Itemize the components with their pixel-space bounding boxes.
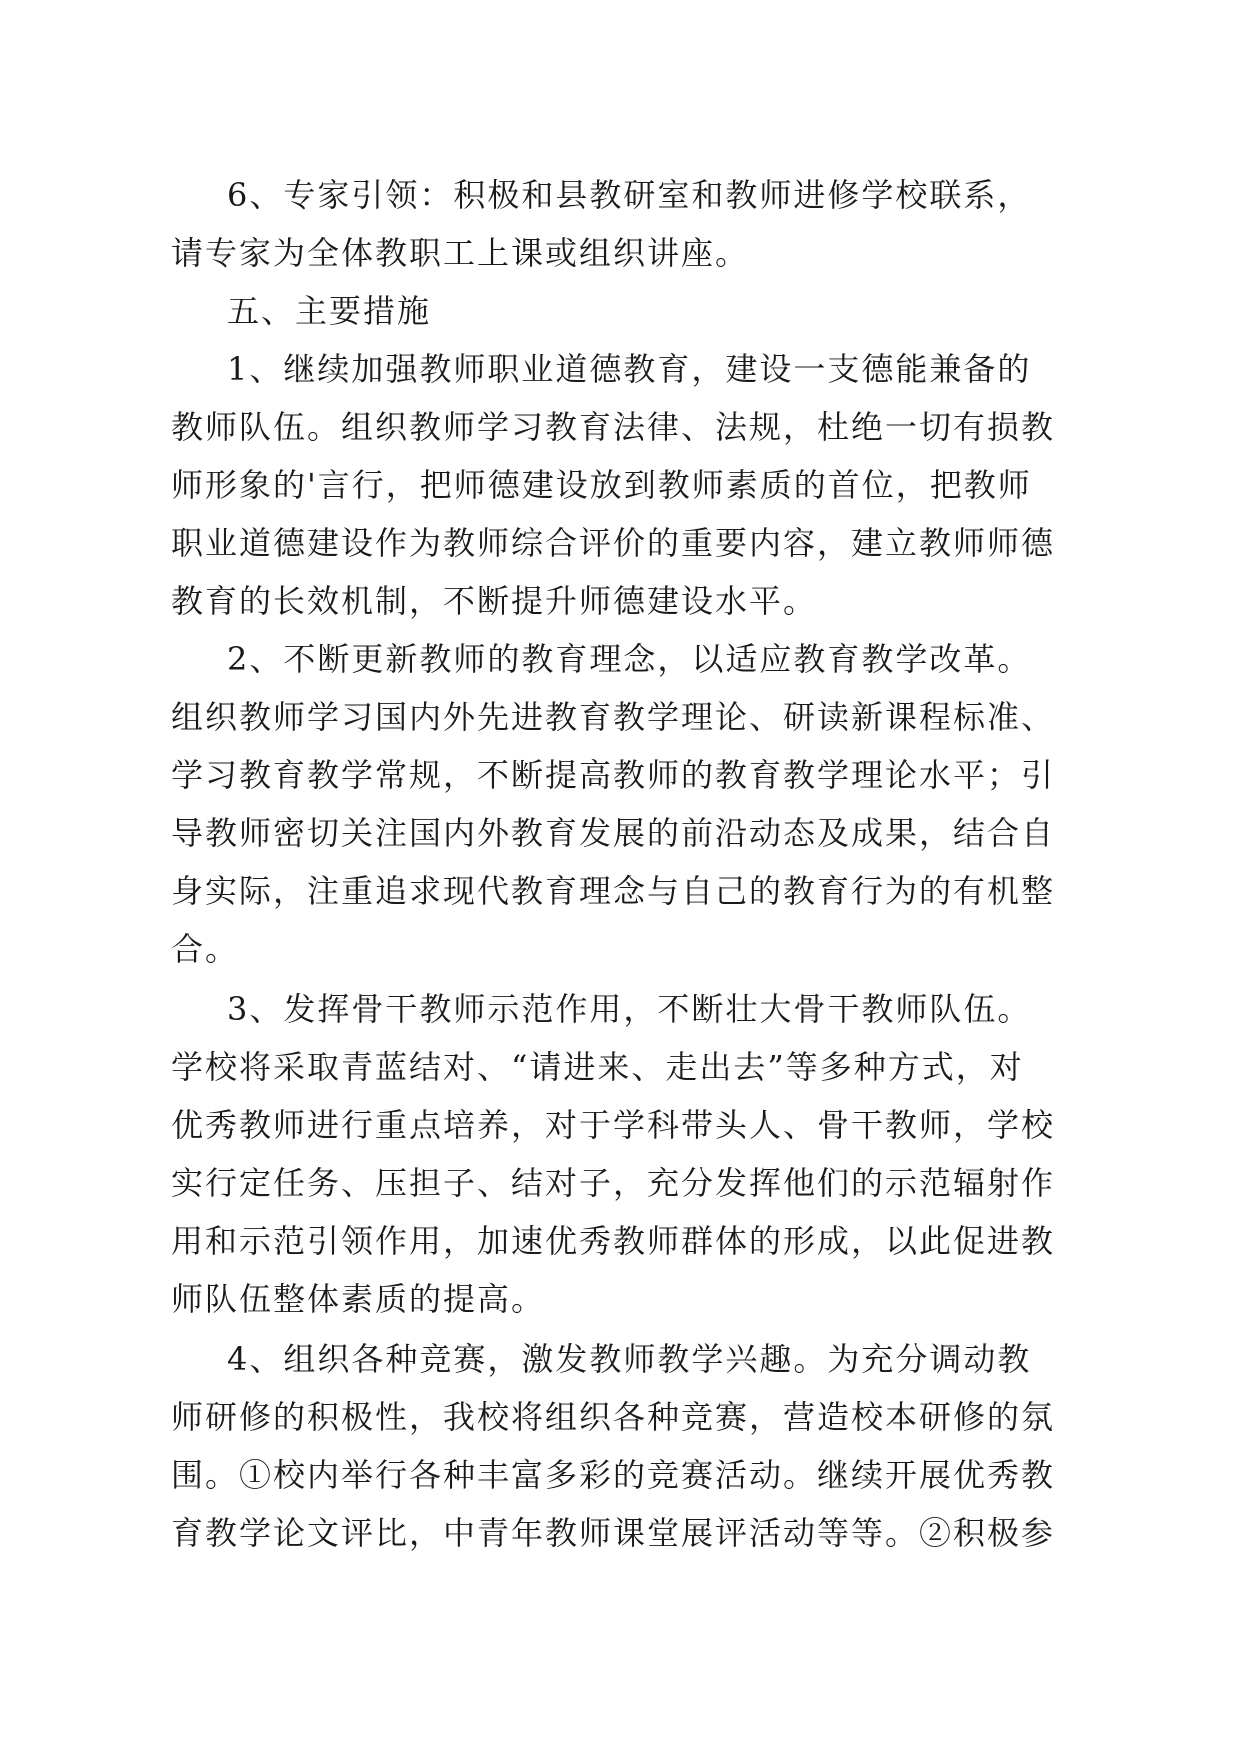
paragraph-line: 实行定任务、压担子、结对子，充分发挥他们的示范辐射作 xyxy=(171,1164,1056,1202)
paragraph-line: 6、专家引领：积极和县教研室和教师进修学校联系， xyxy=(227,176,1032,214)
paragraph-line: 合。 xyxy=(171,930,240,968)
paragraph-line: 职业道德建设作为教师综合评价的重要内容，建立教师师德 xyxy=(171,524,1056,562)
section-heading: 五、主要措施 xyxy=(227,292,432,330)
paragraph-line: 教育的长效机制，不断提升师德建设水平。 xyxy=(171,582,818,620)
paragraph-line: 3、发挥骨干教师示范作用，不断壮大骨干教师队伍。 xyxy=(227,990,1032,1028)
paragraph-line: 师形象的'言行，把师德建设放到教师素质的首位，把教师 xyxy=(171,466,1032,504)
paragraph-line: 2、不断更新教师的教育理念，以适应教育教学改革。 xyxy=(227,640,1032,678)
paragraph-line: 用和示范引领作用，加速优秀教师群体的形成，以此促进教 xyxy=(171,1222,1056,1260)
paragraph-line: 优秀教师进行重点培养，对于学科带头人、骨干教师，学校 xyxy=(171,1106,1056,1144)
paragraph-line: 请专家为全体教职工上课或组织讲座。 xyxy=(171,234,750,272)
paragraph-line: 导教师密切关注国内外教育发展的前沿动态及成果，结合自 xyxy=(171,814,1056,852)
paragraph-line: 育教学论文评比，中青年教师课堂展评活动等等。②积极参 xyxy=(171,1514,1056,1552)
paragraph-line: 1、继续加强教师职业道德教育，建设一支德能兼备的 xyxy=(227,350,1032,388)
paragraph-line: 身实际，注重追求现代教育理念与自己的教育行为的有机整 xyxy=(171,872,1056,910)
paragraph-line: 围。①校内举行各种丰富多彩的竞赛活动。继续开展优秀教 xyxy=(171,1456,1056,1494)
paragraph-line: 师队伍整体素质的提高。 xyxy=(171,1280,546,1318)
paragraph-line: 组织教师学习国内外先进教育教学理论、研读新课程标准、 xyxy=(171,698,1056,736)
paragraph-line: 师研修的积极性，我校将组织各种竞赛，营造校本研修的氛 xyxy=(171,1398,1056,1436)
paragraph-line: 4、组织各种竞赛，激发教师教学兴趣。为充分调动教 xyxy=(227,1340,1032,1378)
paragraph-line: 教师队伍。组织教师学习教育法律、法规，杜绝一切有损教 xyxy=(171,408,1056,446)
paragraph-line: 学校将采取青蓝结对、“请进来、走出去”等多种方式，对 xyxy=(171,1048,1024,1086)
paragraph-line: 学习教育教学常规，不断提高教师的教育教学理论水平；引 xyxy=(171,756,1056,794)
